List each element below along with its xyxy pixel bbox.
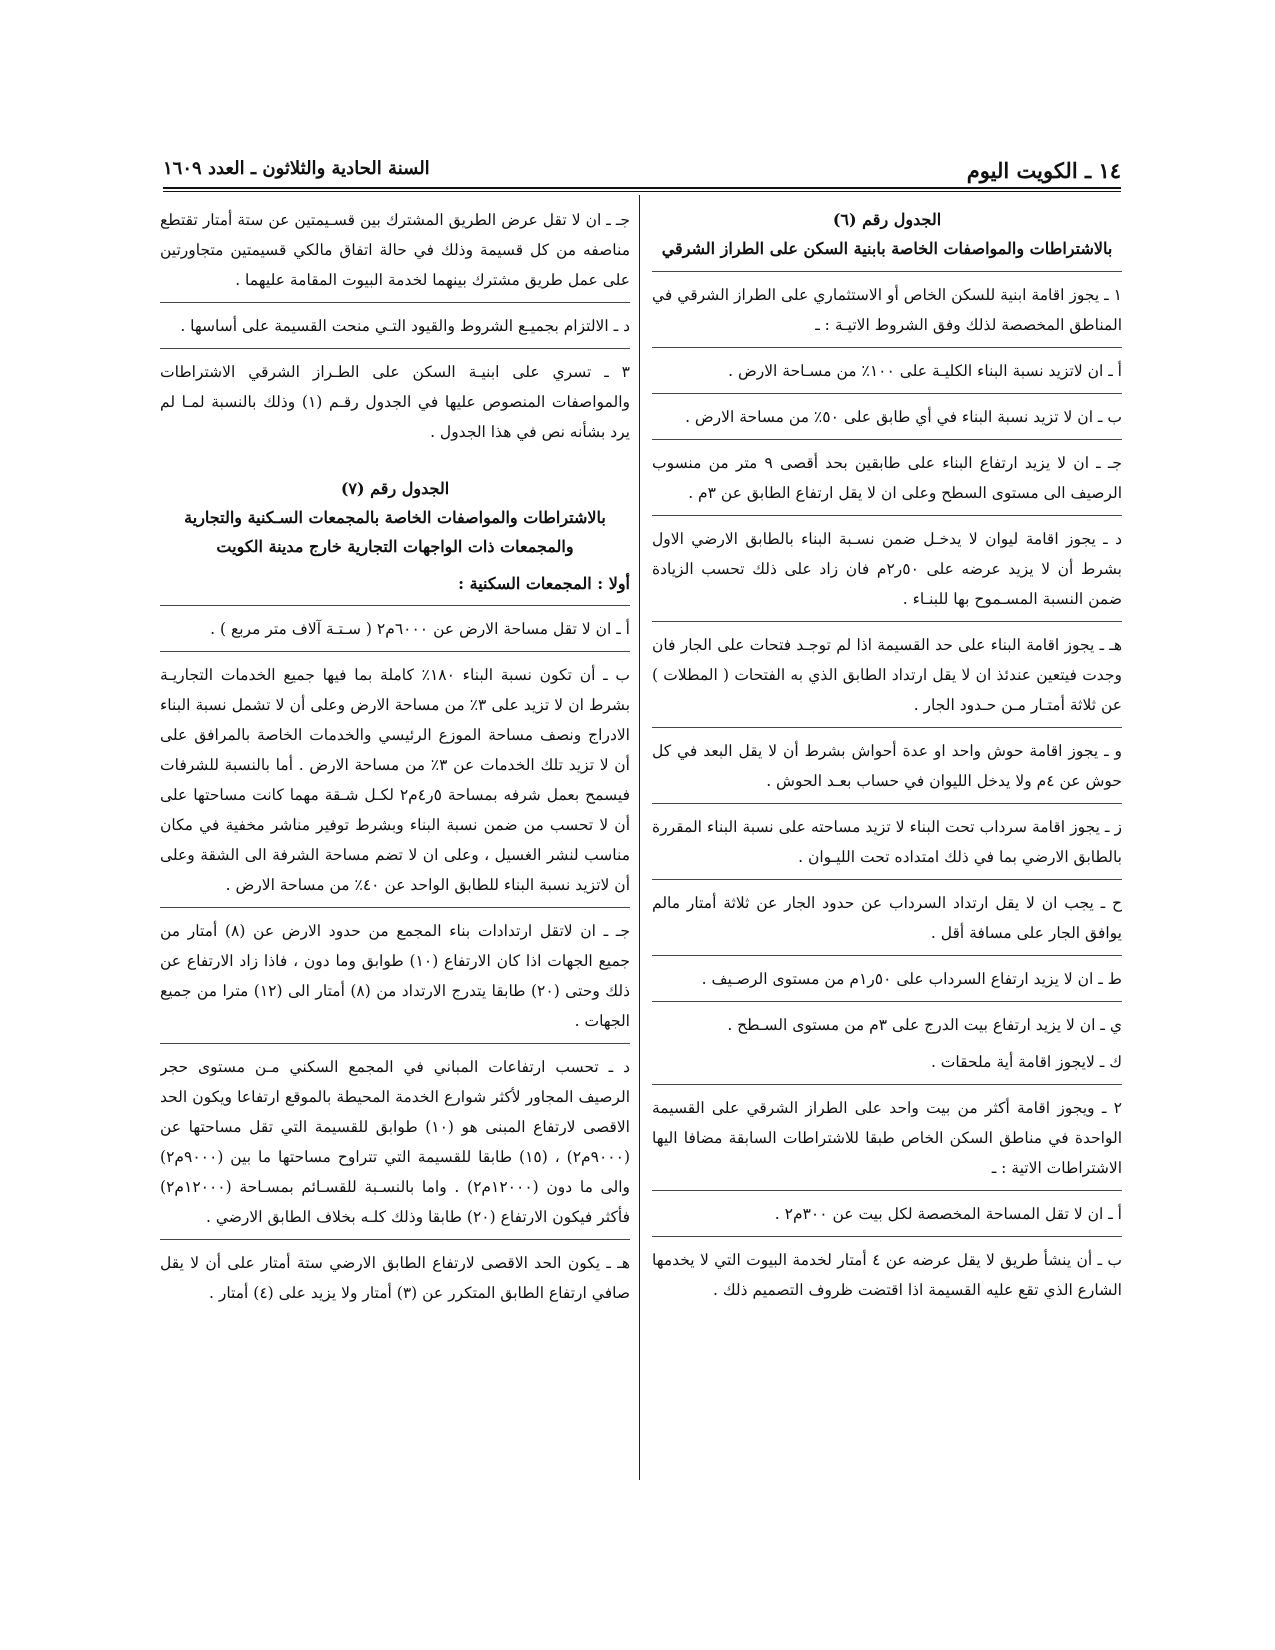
separator-line — [160, 907, 630, 908]
paragraph: ١ ـ يجوز اقامة ابنية للسكن الخاص أو الاستثماري على الطراز الشرقي في المناطق المخصصة لذلك وفق الشروط الاتيـة : ـ — [652, 286, 1122, 334]
separator-line — [160, 1043, 630, 1044]
separator-line — [652, 1236, 1122, 1237]
separator-line — [652, 803, 1122, 804]
separator-line — [652, 393, 1122, 394]
separator-line — [652, 955, 1122, 956]
separator-line — [652, 727, 1122, 728]
paragraph: أ ـ ان لا تقل مساحة الارض عن ٦٠٠٠م٢ ( سـتـة آلاف متر مربع ) . — [210, 620, 630, 638]
paragraph: ك ـ لايجوز اقامة أية ملحقات . — [930, 1053, 1122, 1071]
paragraph: جـ ـ ان لا يزيد ارتفاع البناء على طابقين بحد أقصى ٩ متر من منسوب الرصيف الى مستوى السطح وعلى ان لا يقل ارتفاع الطابق عن ٣م . — [652, 454, 1122, 502]
paragraph: هـ ـ يجوز اقامة البناء على حد القسيمة اذا لم توجـد فتحات على الجار فان وجدت فيتعين عندئذ ان لا يقل ارتداد الطابق الذي به الفتحات ( المطلات ) عن ثلاثة أمتـار مـن حـدود الجار . — [652, 636, 1122, 714]
paragraph: و ـ يجوز اقامة حوش واحد او عدة أحواش بشرط أن لا يقل البعد في كل حوش عن ٤م ولا يدخل الليوان في حساب بعـد الحوش . — [652, 742, 1122, 790]
column-divider — [639, 195, 640, 1480]
page-header — [163, 150, 1121, 190]
separator-line — [652, 439, 1122, 440]
paragraph: جـ ـ ان لاتقل ارتدادات بناء المجمع من حدود الارض عن (٨) أمتار من جميع الجهات اذا كان الارتفاع (١٠) طوابق وما دون ، فاذا زاد الارتفاع عن ذلك وحتى (٢٠) طابقا يتدرج الارتداد من (٨) أمتار الى (١٢) مترا من جميع الجهات . — [160, 922, 630, 1030]
paragraph: أ ـ ان لا تقل المساحة المخصصة لكل بيت عن ٣٠٠م٢ . — [774, 1205, 1122, 1223]
separator-line — [652, 621, 1122, 622]
section-heading-residential: أولا : المجمعات السكنية : — [458, 574, 630, 593]
table-7-title: الجدول رقم (٧) — [340, 479, 450, 498]
paragraph: ب ـ ان لا تزيد نسبة البناء في أي طابق على ٥٠٪ من مساحة الارض . — [685, 408, 1122, 426]
paragraph: ز ـ يجوز اقامة سرداب تحت البناء لا تزيد مساحته على نسبة البناء المقررة بالطابق الارضي بما في ذلك امتداده تحت الليـوان . — [652, 818, 1122, 866]
table-6-subtitle: بالاشتراطات والمواصفات الخاصة بابنية السكن على الطراز الشرقي — [661, 239, 1113, 258]
table-6-title: الجدول رقم (٦) — [832, 210, 942, 229]
table-7-subtitle: بالاشتراطات والمواصفات الخاصة بالمجمعات السـكنية والتجارية والمجمعات ذات الواجهات التجارية خارج مدينة الكويت — [184, 508, 606, 556]
separator-line — [652, 1084, 1122, 1085]
paragraph: د ـ يجوز اقامة ليوان لا يدخـل ضمن نسـبة البناء بالطابق الارضي الاول بشرط أن لا يزيد عرضه على ٥٠ر٢م فان زاد على ذلك تحسب الزيادة ضمن النسبة المسـموح بها للبنـاء . — [652, 530, 1122, 608]
separator-line — [652, 1190, 1122, 1191]
header-rule — [163, 187, 1121, 189]
separator-line — [652, 515, 1122, 516]
paragraph: ب ـ أن تكون نسبة البناء ١٨٠٪ كاملة بما فيها جميع الخدمات التجاريـة بشرط ان لا تزيد على ٣٪ من مساحة الارض وعلى أن لا تشمل نسبة البناء الادراج ونصف مساحة الموزع الرئيسي والخدمات الخاصة بالمرافق على أن لا تزيد تلك الخدمات عن ٣٪ من مساحة الارض . أما بالنسبة للشرفات فيسمح بعمل شرفه بمساحة ٥ر٤م٢ لكـل شـقة مهما كانت مساحتها على أن لا تحسب من ضمن نسبة البناء وبشرط توفير مناشر مخفية في مكان مناسب لنشر الغسيل ، وعلى ان لا تضم مساحة الشرفة الى الشقة وعلى أن لاتزيد نسبة البناء للطابق الواحد عن ٤٠٪ من مساحة الارض . — [160, 666, 630, 894]
paragraph: ي ـ ان لا يزيد ارتفاع بيت الدرج على ٣م من مستوى السـطح . — [727, 1016, 1122, 1034]
paragraph: أ ـ ان لاتزيد نسبة البناء الكليـة على ١٠٠٪ من مسـاحة الارض . — [728, 362, 1122, 380]
paragraph: ب ـ أن ينشأ طريق لا يقل عرضه عن ٤ أمتار لخدمة البيوت التي لا يخدمها الشارع الذي تقع عليه القسيمة اذا اقتضت ظروف التصميم ذلك . — [652, 1251, 1122, 1299]
separator-line — [652, 347, 1122, 348]
separator-line — [160, 348, 630, 349]
separator-line — [160, 605, 630, 606]
header-page-title: ١٤ ـ الكويت اليوم — [966, 158, 1121, 183]
header-rule-thin — [163, 191, 1121, 192]
paragraph: هـ ـ يكون الحد الاقصى لارتفاع الطابق الارضي ستة أمتار على أن لا يقل صافي ارتفاع الطابق المتكرر عن (٣) أمتار ولا يزيد على (٤) أمتار . — [160, 1254, 630, 1302]
paragraph: ط ـ ان لا يزيد ارتفاع السرداب على ٥٠ر١م من مستوى الرصـيف . — [701, 970, 1122, 988]
paragraph: جـ ـ ان لا تقل عرض الطريق المشترك بين قسـيمتين عن ستة أمتار تقتطع مناصفه من كل قسيمة وذلك في حالة اتفاق مالكي قسيمتين متجاورتين على عمل طريق مشترك بينهما لخدمة البيوت المقامة عليهما . — [160, 211, 630, 289]
separator-line — [652, 1001, 1122, 1002]
paragraph: ٣ ـ تسري على ابنيـة السكن على الطـراز الشرقي الاشتراطات والمواصفات المنصوص عليها في الجدول رقـم (١) وذلك بالنسبة لمـا لم يرد بشأنه نص في هذا الجدول . — [160, 363, 630, 441]
paragraph: د ـ الالتزام بجميـع الشروط والقيود التـي منحت القسيمة على أساسها . — [180, 317, 630, 335]
paragraph: د ـ تحسب ارتفاعات المباني في المجمع السكني مـن مستوى حجر الرصيف المجاور لأكثر شوارع الخدمة المحيطة بالموقع ارتفاعا ويكون الحد الاقصى لارتفاع المبنى هو (١٠) طوابق للقسيمة التي تقل مساحتها عن (٩٠٠٠م٢) ، (١٥) طابقا للقسيمة التي تتراوح مساحتها ما بين (٩٠٠٠م٢) والى ما دون (١٢٠٠٠م٢) . واما بالنسـبة للقسـائم بمسـاحة (١٢٠٠٠م٢) فأكثر فيكون الارتفاع (٢٠) طابقا وذلك كلـه بخلاف الطابق الارضي . — [160, 1058, 630, 1226]
separator-line — [652, 271, 1122, 272]
separator-line — [160, 651, 630, 652]
paragraph: ح ـ يجب ان لا يقل ارتداد السرداب عن حدود الجار عن ثلاثة أمتار مالم يوافق الجار على مسافة أقل . — [652, 894, 1122, 942]
left-column — [160, 205, 630, 1485]
paragraph: ٢ ـ ويجوز اقامة أكثر من بيت واحد على الطراز الشرقي على القسيمة الواحدة في مناطق السكن الخاص طبقا للاشتراطات السابقة مضافا اليها الاشتراطات الاتية : ـ — [652, 1099, 1122, 1177]
separator-line — [160, 302, 630, 303]
header-issue-info: السنة الحادية والثلاثون ـ العدد ١٦٠٩ — [163, 158, 430, 179]
separator-line — [160, 1239, 630, 1240]
separator-line — [652, 879, 1122, 880]
right-column — [652, 205, 1122, 1485]
section-gap — [160, 454, 630, 474]
